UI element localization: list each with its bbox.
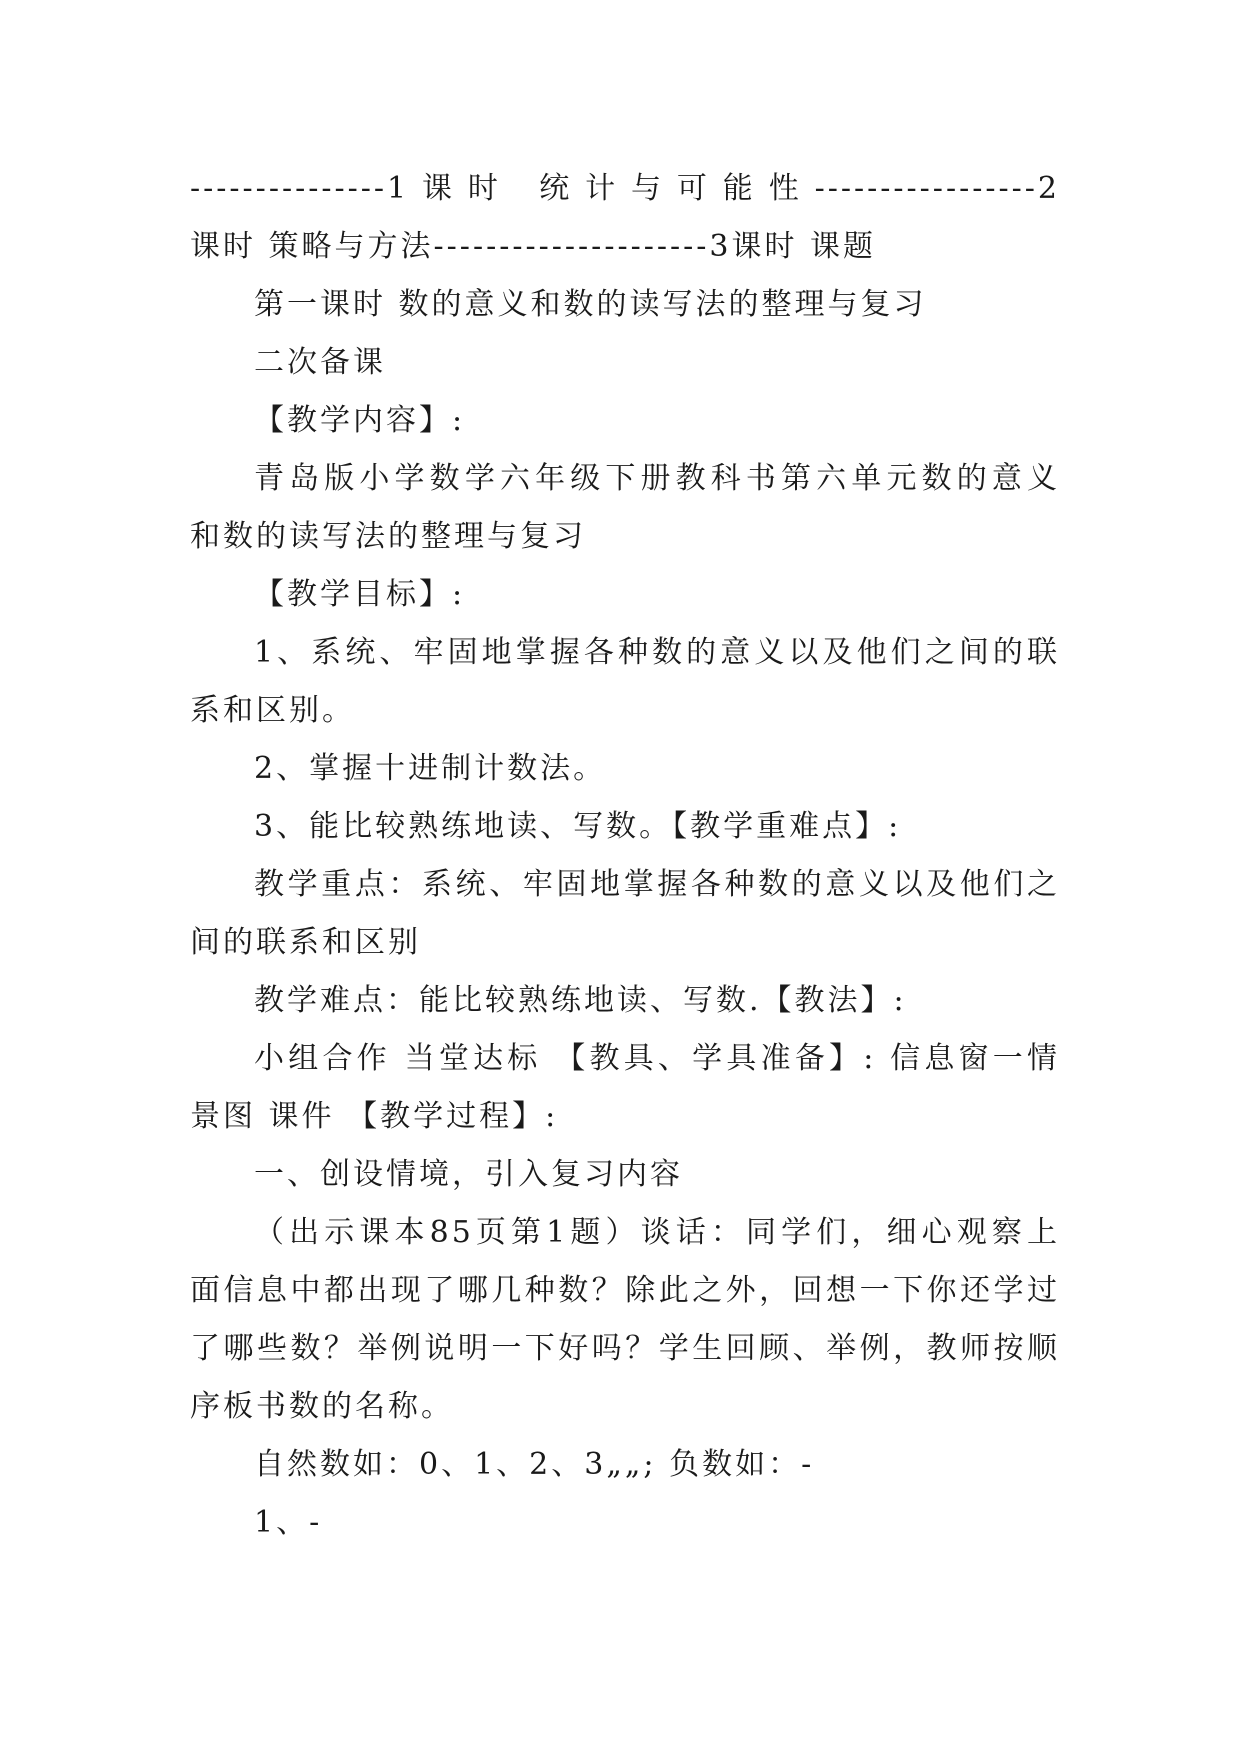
- paragraph-line: 教学难点：能比较熟练地读、写数.【教法】:: [254, 983, 907, 1018]
- toc-line-1: ---------------1课时 统计与可能性-----------------2: [190, 171, 1060, 206]
- paragraph-line: 1、-: [254, 1505, 323, 1540]
- paragraph-line: 小组合作 当堂达标 【教具、学具准备】: 信息窗一情: [254, 1041, 1060, 1076]
- paragraph-line: 间的联系和区别: [190, 925, 421, 960]
- paragraph-line: 教学重点：系统、牢固地掌握各种数的意义以及他们之: [254, 867, 1060, 902]
- section-heading-content: 【教学内容】:: [254, 403, 466, 438]
- secondary-prep-label: 二次备课: [254, 345, 386, 380]
- paragraph-line: 和数的读写法的整理与复习: [190, 519, 586, 554]
- section-heading-objectives: 【教学目标】:: [254, 577, 466, 612]
- paragraph-line: 了哪些数？举例说明一下好吗？学生回顾、举例，教师按顺: [190, 1331, 1060, 1366]
- paragraph-line: 系和区别。: [190, 693, 355, 728]
- paragraph-line: 面信息中都出现了哪几种数？除此之外，回想一下你还学过: [190, 1273, 1060, 1308]
- paragraph-line: 景图 课件 【教学过程】:: [190, 1099, 559, 1134]
- paragraph-line: 3、能比较熟练地读、写数。【教学重难点】:: [254, 809, 902, 844]
- paragraph-line: 一、创设情境，引入复习内容: [254, 1157, 683, 1192]
- paragraph-line: 自然数如：0、1、2、3„„; 负数如：-: [254, 1447, 815, 1482]
- paragraph-line: （出示课本85页第1题）谈话：同学们，细心观察上: [254, 1215, 1060, 1250]
- lesson-title: 第一课时 数的意义和数的读写法的整理与复习: [254, 287, 927, 322]
- toc-line-2: 课时 策略与方法---------------------3课时 课题: [190, 229, 877, 264]
- paragraph-line: 1、系统、牢固地掌握各种数的意义以及他们之间的联: [254, 635, 1060, 670]
- paragraph-line: 青岛版小学数学六年级下册教科书第六单元数的意义: [254, 461, 1060, 496]
- paragraph-line: 2、掌握十进制计数法。: [254, 751, 607, 786]
- paragraph-line: 序板书数的名称。: [190, 1389, 454, 1424]
- document-page: [190, 160, 1060, 1552]
